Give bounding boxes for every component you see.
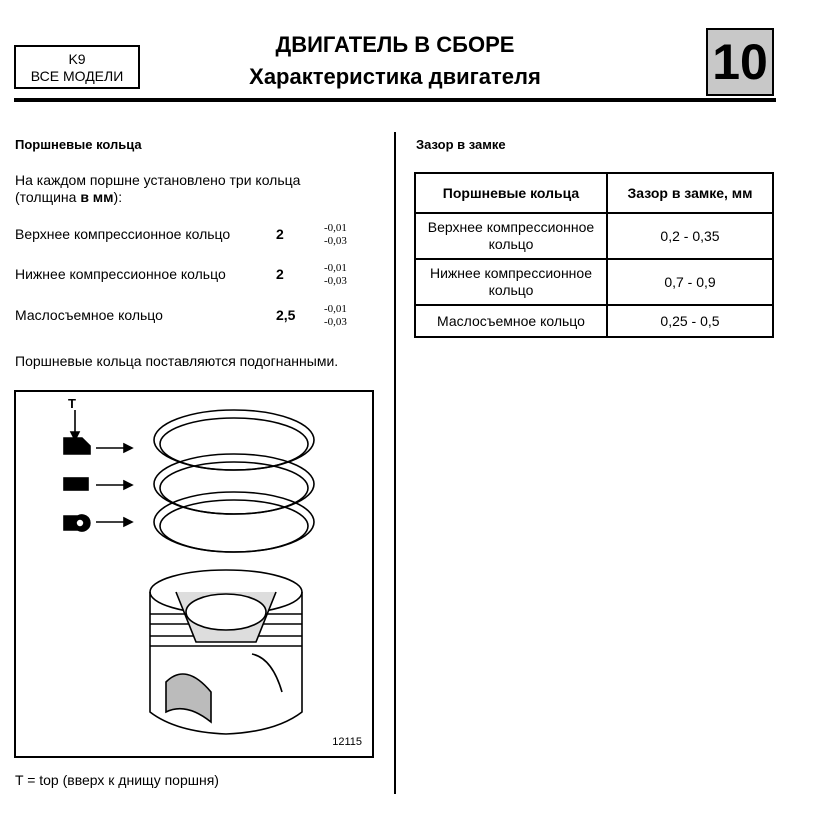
tolerance-upper: -0,01 (324, 262, 347, 274)
tolerance-lower: -0,03 (324, 275, 347, 287)
intro-line-2-post: ): (113, 189, 123, 205)
top-ring-profile-icon (64, 438, 90, 454)
ring-value-oil: 2,5 (276, 307, 296, 323)
models-label: ВСЕ МОДЕЛИ (30, 68, 124, 84)
ring-cell-line-1: Верхнее компрессионное (427, 219, 595, 235)
gap-cell: 0,7 - 0,9 (607, 259, 773, 305)
figure-number: 12115 (332, 736, 362, 748)
ring-cell-line-1: Нижнее компрессионное (430, 265, 592, 281)
column-header-gap: Зазор в замке, мм (607, 173, 773, 213)
column-header-rings: Поршневые кольца (415, 173, 607, 213)
gap-cell: 0,25 - 0,5 (607, 305, 773, 337)
second-ring-profile-icon (64, 478, 88, 490)
piston-rings-figure (14, 390, 374, 758)
ring-cell-line-2: кольцо (488, 282, 534, 298)
page-title: ДВИГАТЕЛЬ В СБОРЕ (275, 32, 515, 57)
tolerance-lower: -0,03 (324, 235, 347, 247)
wrist-pin-boss (186, 594, 266, 630)
tolerance-upper: -0,01 (324, 303, 347, 315)
intro-line-2-unit: в мм (80, 189, 114, 205)
figure-legend: T = top (вверх к днищу поршня) (15, 772, 219, 788)
ring-value-second: 2 (276, 266, 284, 282)
ring-cell: Маслосъемное кольцо (415, 305, 607, 337)
ring-cell (415, 259, 607, 305)
top-marker-label: T (68, 396, 76, 411)
ring-value-top: 2 (276, 226, 284, 242)
column-divider (394, 132, 396, 794)
tolerance-upper: -0,01 (324, 222, 347, 234)
piston-rings-heading: Поршневые кольца (15, 137, 142, 152)
engine-model-box (14, 45, 140, 89)
end-gap-table (414, 172, 774, 338)
gap-cell: 0,2 - 0,35 (607, 213, 773, 259)
table-header-row (415, 173, 773, 213)
engine-code: K9 (68, 51, 86, 67)
intro-line-2-pre: (толщина (15, 189, 81, 205)
piston-rings-drawing (16, 392, 372, 756)
chapter-number: 10 (706, 28, 774, 96)
intro-line-1: На каждом поршне установлено три кольца (15, 172, 301, 188)
table-row (415, 305, 773, 337)
table-row (415, 259, 773, 305)
ring-name-top: Верхнее компрессионное кольцо (15, 226, 231, 242)
end-gap-heading: Зазор в замке (416, 137, 506, 152)
intro-line-2 (15, 189, 300, 206)
ring-cell (415, 213, 607, 259)
intro-text (15, 172, 300, 206)
piston-cutaway (166, 674, 211, 722)
ring-name-second: Нижнее компрессионное кольцо (15, 266, 226, 282)
ring-tolerance-top (324, 222, 347, 248)
tolerance-lower: -0,03 (324, 316, 347, 328)
ring-name-oil: Маслосъемное кольцо (15, 307, 163, 323)
page-subtitle: Характеристика двигателя (249, 64, 541, 89)
table-row (415, 213, 773, 259)
supply-note: Поршневые кольца поставляются подогнанными. (15, 353, 339, 369)
ring-tolerance-second (324, 262, 347, 288)
header-divider (14, 98, 776, 102)
ring-tolerance-oil (324, 303, 347, 329)
ring-cell-line-2: кольцо (488, 236, 534, 252)
